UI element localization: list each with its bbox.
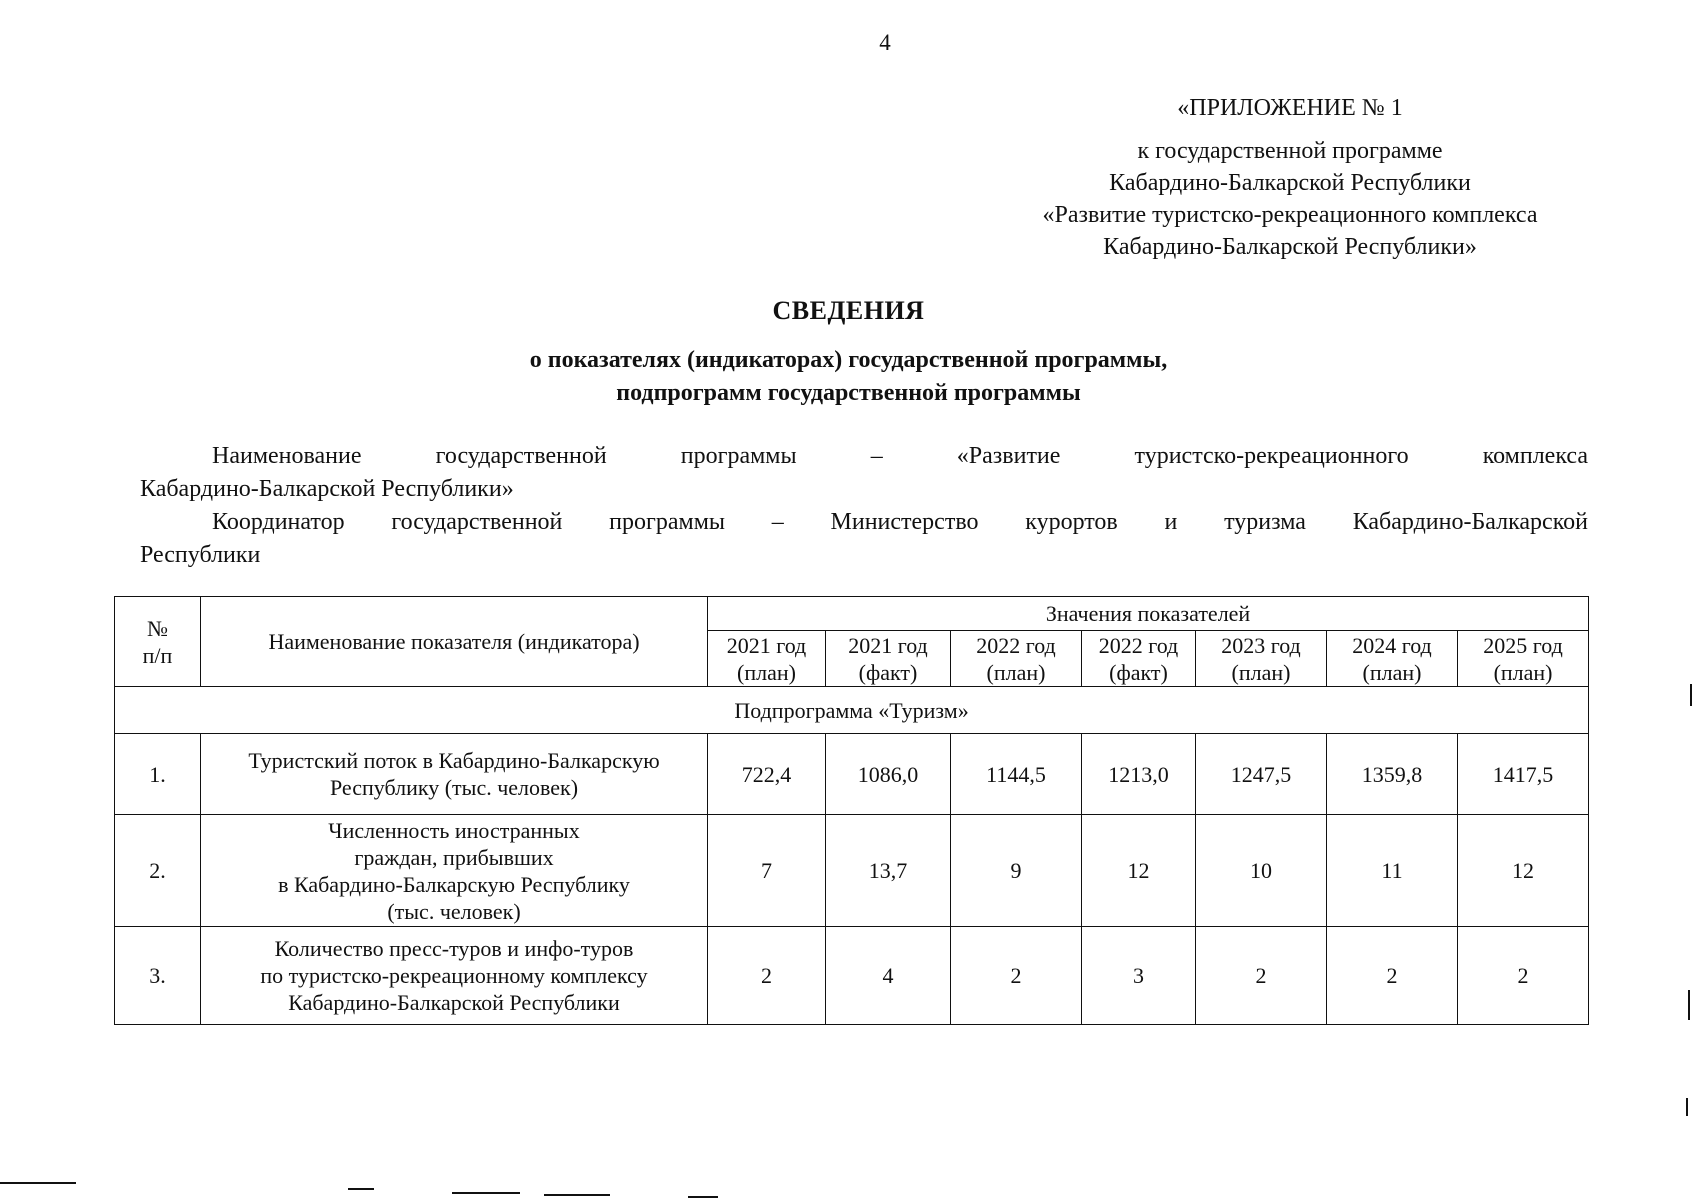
coordinator-line: Республики — [140, 542, 261, 568]
value-cell: 11 — [1327, 815, 1458, 927]
value-cell: 1359,8 — [1327, 734, 1458, 815]
year-kind: (план) — [986, 659, 1046, 685]
indicator-name-line: Численность иностранных — [328, 817, 580, 843]
value-cell: 2 — [951, 927, 1082, 1025]
subprogram-cell: Подпрограмма «Туризм» — [115, 687, 1589, 734]
year-header-cell — [1082, 631, 1196, 687]
year-label: 2022 год — [1098, 632, 1179, 658]
value-cell: 12 — [1082, 815, 1196, 927]
scan-mark — [452, 1192, 520, 1194]
indicator-name-line: по туристско-рекреационному комплексу — [260, 963, 648, 988]
num-header-abbr: п/п — [142, 642, 173, 668]
appendix-line: «Развитие туристско-рекреационного комплекса — [1042, 202, 1538, 228]
scan-mark — [1690, 684, 1692, 706]
value-cell: 4 — [826, 927, 951, 1025]
year-kind: (план) — [1362, 659, 1422, 685]
indicator-name — [201, 927, 708, 1025]
value-cell: 2 — [1458, 927, 1589, 1025]
scan-mark — [348, 1188, 374, 1190]
value-cell: 10 — [1196, 815, 1327, 927]
row-number: 1. — [115, 734, 201, 815]
value-cell: 12 — [1458, 815, 1589, 927]
value-cell: 9 — [951, 815, 1082, 927]
program-name-line: Наименование государственной программы – «Развитие туристско-рекреационного комплекса — [212, 443, 1588, 469]
value-cell: 13,7 — [826, 815, 951, 927]
year-header-cell — [951, 631, 1082, 687]
value-cell: 7 — [708, 815, 826, 927]
subprogram-row — [115, 687, 1589, 734]
value-cell: 2 — [1196, 927, 1327, 1025]
indicator-name — [201, 815, 708, 927]
year-header-cell — [1458, 631, 1589, 687]
year-label: 2022 год — [976, 632, 1056, 658]
scan-mark — [688, 1196, 718, 1198]
value-cell: 2 — [1327, 927, 1458, 1025]
year-label: 2025 год — [1483, 632, 1563, 658]
indicator-name-line: (тыс. человек) — [387, 898, 521, 924]
value-cell: 1213,0 — [1082, 734, 1196, 815]
scan-mark — [1686, 1098, 1688, 1116]
indicator-name-line: Туристский поток в Кабардино-Балкарскую — [248, 748, 660, 773]
num-header-cell — [115, 597, 201, 687]
year-kind: (факт) — [1109, 659, 1168, 685]
value-cell: 722,4 — [708, 734, 826, 815]
subtitle-line: подпрограмм государственной программы — [616, 380, 1081, 406]
value-cell: 1247,5 — [1196, 734, 1327, 815]
year-label: 2023 год — [1221, 632, 1301, 658]
value-cell: 3 — [1082, 927, 1196, 1025]
appendix-line: к государственной программе — [1137, 138, 1443, 164]
indicator-name-line: в Кабардино-Балкарскую Республику — [278, 871, 630, 897]
year-kind: (план) — [1493, 659, 1553, 685]
table-row — [115, 734, 1589, 815]
num-header-symbol: № — [147, 615, 168, 641]
appendix-line: Кабардино-Балкарской Республики» — [1103, 234, 1477, 260]
scan-mark — [1688, 990, 1690, 1020]
program-name-paragraph — [140, 440, 1588, 506]
indicator-name-line: Республику (тыс. человек) — [329, 775, 579, 800]
indicator-name-line: Кабардино-Балкарской Республики — [288, 990, 620, 1015]
value-cell: 1144,5 — [951, 734, 1082, 815]
indicator-name — [201, 734, 708, 815]
appendix-title: «ПРИЛОЖЕНИЕ № 1 — [1177, 95, 1403, 121]
values-header-cell: Значения показателей — [708, 597, 1589, 631]
table-row — [115, 815, 1589, 927]
year-header-cell — [1196, 631, 1327, 687]
scan-mark — [0, 1182, 76, 1184]
year-header-cell — [1327, 631, 1458, 687]
subtitle-line: о показателях (индикаторах) государственной программы, — [529, 347, 1168, 373]
document-title: СВЕДЕНИЯ — [772, 296, 925, 325]
coordinator-paragraph — [140, 506, 1588, 572]
value-cell: 2 — [708, 927, 826, 1025]
table-row — [115, 927, 1589, 1025]
scan-mark — [544, 1194, 610, 1196]
value-cell: 1086,0 — [826, 734, 951, 815]
year-label: 2021 год — [848, 632, 928, 658]
year-kind: (план) — [737, 659, 796, 685]
indicator-name-line: граждан, прибывших — [354, 844, 554, 870]
appendix-reference — [980, 135, 1600, 263]
year-label: 2024 год — [1352, 632, 1432, 658]
row-number: 2. — [115, 815, 201, 927]
appendix-line: Кабардино-Балкарской Республики — [1109, 170, 1471, 196]
year-header-cell — [826, 631, 951, 687]
row-number: 3. — [115, 927, 201, 1025]
table-header-row — [115, 597, 1589, 631]
indicator-name-line: Количество пресс-туров и инфо-туров — [274, 936, 634, 961]
year-label: 2021 год — [726, 632, 807, 658]
year-header-cell — [708, 631, 826, 687]
year-kind: (план) — [1231, 659, 1291, 685]
indicators-table — [114, 596, 1589, 1025]
value-cell: 1417,5 — [1458, 734, 1589, 815]
year-kind: (факт) — [858, 659, 918, 685]
page-number: 4 — [879, 30, 891, 55]
name-header-cell: Наименование показателя (индикатора) — [201, 597, 708, 687]
program-name-line: Кабардино-Балкарской Республики» — [140, 476, 514, 502]
document-subtitle — [0, 344, 1697, 410]
coordinator-line: Координатор государственной программы – Министерство курортов и туризма Кабардино-Балкарской — [212, 509, 1588, 535]
